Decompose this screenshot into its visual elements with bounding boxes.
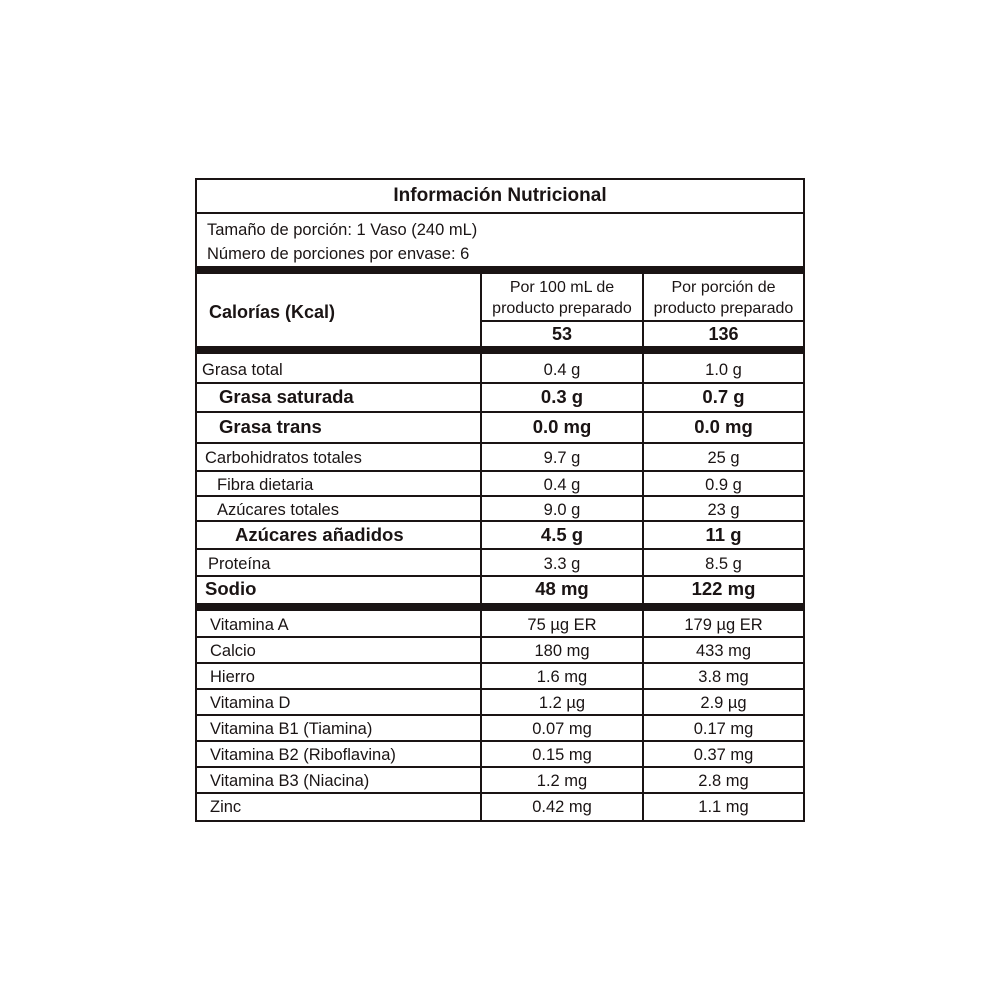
header-underline (482, 320, 803, 322)
vitamin-value-per-serving: 2.8 mg (698, 772, 749, 790)
vitamin-value-per-100ml: 75 µg ER (527, 616, 597, 634)
nutrient-value-per-serving: 122 mg (691, 578, 756, 599)
vitamin-label: Calcio (210, 642, 256, 660)
vitamin-value-per-100ml: 0.15 mg (532, 746, 592, 764)
calories-per-100ml: 53 (551, 324, 573, 344)
nutrient-value-per-100ml: 0.0 mg (532, 416, 592, 437)
row-divider (197, 575, 803, 577)
serving-info (197, 212, 803, 263)
nutrient-value-per-100ml: 4.5 g (540, 523, 584, 545)
row-divider (197, 636, 803, 638)
nutrient-value-per-100ml: 9.0 g (543, 500, 581, 519)
nutrient-label: Azúcares añadidos (235, 523, 404, 545)
row-divider (197, 688, 803, 690)
nutrient-value-per-serving: 25 g (707, 449, 740, 467)
nutrient-label: Fibra dietaria (217, 475, 314, 494)
row-divider (197, 740, 803, 742)
row-divider (197, 520, 803, 522)
nutrient-value-per-100ml: 0.3 g (540, 386, 584, 407)
vitamin-value-per-serving: 0.17 mg (693, 720, 754, 738)
vitamin-label: Vitamina D (210, 694, 291, 712)
row-divider (197, 382, 803, 384)
vitamin-label: Vitamina A (210, 616, 289, 634)
nutrient-value-per-serving: 8.5 g (705, 554, 742, 573)
nutrient-value-per-serving: 11 g (705, 523, 742, 545)
row-divider (197, 442, 803, 444)
row-divider (197, 495, 803, 497)
vitamin-label: Vitamina B1 (Tiamina) (210, 720, 373, 738)
row-divider (197, 766, 803, 768)
nutrient-value-per-100ml: 0.4 g (543, 475, 581, 494)
vitamin-value-per-100ml: 0.42 mg (532, 798, 592, 816)
nutrient-label: Grasa total (202, 360, 283, 379)
vitamin-value-per-100ml: 180 mg (534, 642, 590, 660)
vitamin-label: Vitamina B3 (Niacina) (210, 772, 370, 790)
nutrient-label: Proteína (208, 554, 271, 573)
vitamin-value-per-100ml: 0.07 mg (532, 720, 592, 738)
vitamin-label: Zinc (210, 798, 242, 816)
table-title: Información Nutricional (197, 180, 803, 214)
per-100ml-header: Por 100 mL de producto preparado (492, 279, 632, 317)
vitamin-value-per-100ml: 1.2 mg (536, 772, 588, 790)
nutrient-label: Grasa saturada (219, 386, 354, 407)
thick-divider-calories (197, 346, 803, 354)
vitamin-value-per-serving: 179 µg ER (684, 616, 763, 634)
row-divider (197, 662, 803, 664)
vitamin-value-per-serving: 3.8 mg (698, 668, 749, 686)
nutrient-value-per-serving: 0.7 g (702, 386, 745, 407)
serving-size: Tamaño de porción: 1 Vaso (240 mL) (207, 221, 478, 239)
row-divider (197, 470, 803, 472)
nutrient-value-per-100ml: 48 mg (535, 578, 589, 599)
nutrient-value-per-100ml: 9.7 g (543, 449, 581, 467)
nutrient-label: Azúcares totales (217, 500, 339, 519)
nutrient-value-per-100ml: 0.4 g (543, 360, 581, 379)
nutrient-value-per-serving: 0.0 mg (694, 416, 753, 437)
servings-per-container: Número de porciones por envase: 6 (207, 245, 470, 263)
nutrient-value-per-serving: 23 g (707, 500, 740, 519)
calories-label: Calorías (Kcal) (209, 302, 336, 322)
vitamin-value-per-serving: 2.9 µg (700, 694, 747, 712)
column-divider-1 (480, 274, 482, 820)
row-divider (197, 792, 803, 794)
thick-divider-top (197, 266, 803, 274)
vitamin-value-per-serving: 433 mg (695, 642, 752, 660)
row-divider (197, 548, 803, 550)
nutrient-label: Grasa trans (219, 416, 322, 437)
vitamin-value-per-100ml: 1.2 µg (538, 694, 586, 712)
per-serving-header: Por porción de producto preparado (653, 279, 794, 317)
vitamin-value-per-100ml: 1.6 mg (536, 668, 588, 686)
nutrient-value-per-serving: 0.9 g (705, 475, 742, 494)
vitamin-label: Hierro (210, 668, 255, 686)
thick-divider-vitamins (197, 603, 803, 611)
column-divider-2 (642, 274, 644, 820)
row-divider (197, 714, 803, 716)
nutrient-value-per-100ml: 3.3 g (543, 554, 581, 573)
row-divider (197, 411, 803, 413)
vitamin-value-per-serving: 0.37 mg (693, 746, 754, 764)
calories-per-serving: 136 (708, 324, 739, 344)
nutrition-facts-table (195, 178, 805, 822)
nutrient-value-per-serving: 1.0 g (705, 360, 742, 379)
nutrient-label: Carbohidratos totales (205, 449, 362, 467)
vitamin-label: Vitamina B2 (Riboflavina) (210, 746, 396, 764)
vitamin-value-per-serving: 1.1 mg (698, 798, 749, 816)
nutrient-label: Sodio (205, 578, 257, 599)
